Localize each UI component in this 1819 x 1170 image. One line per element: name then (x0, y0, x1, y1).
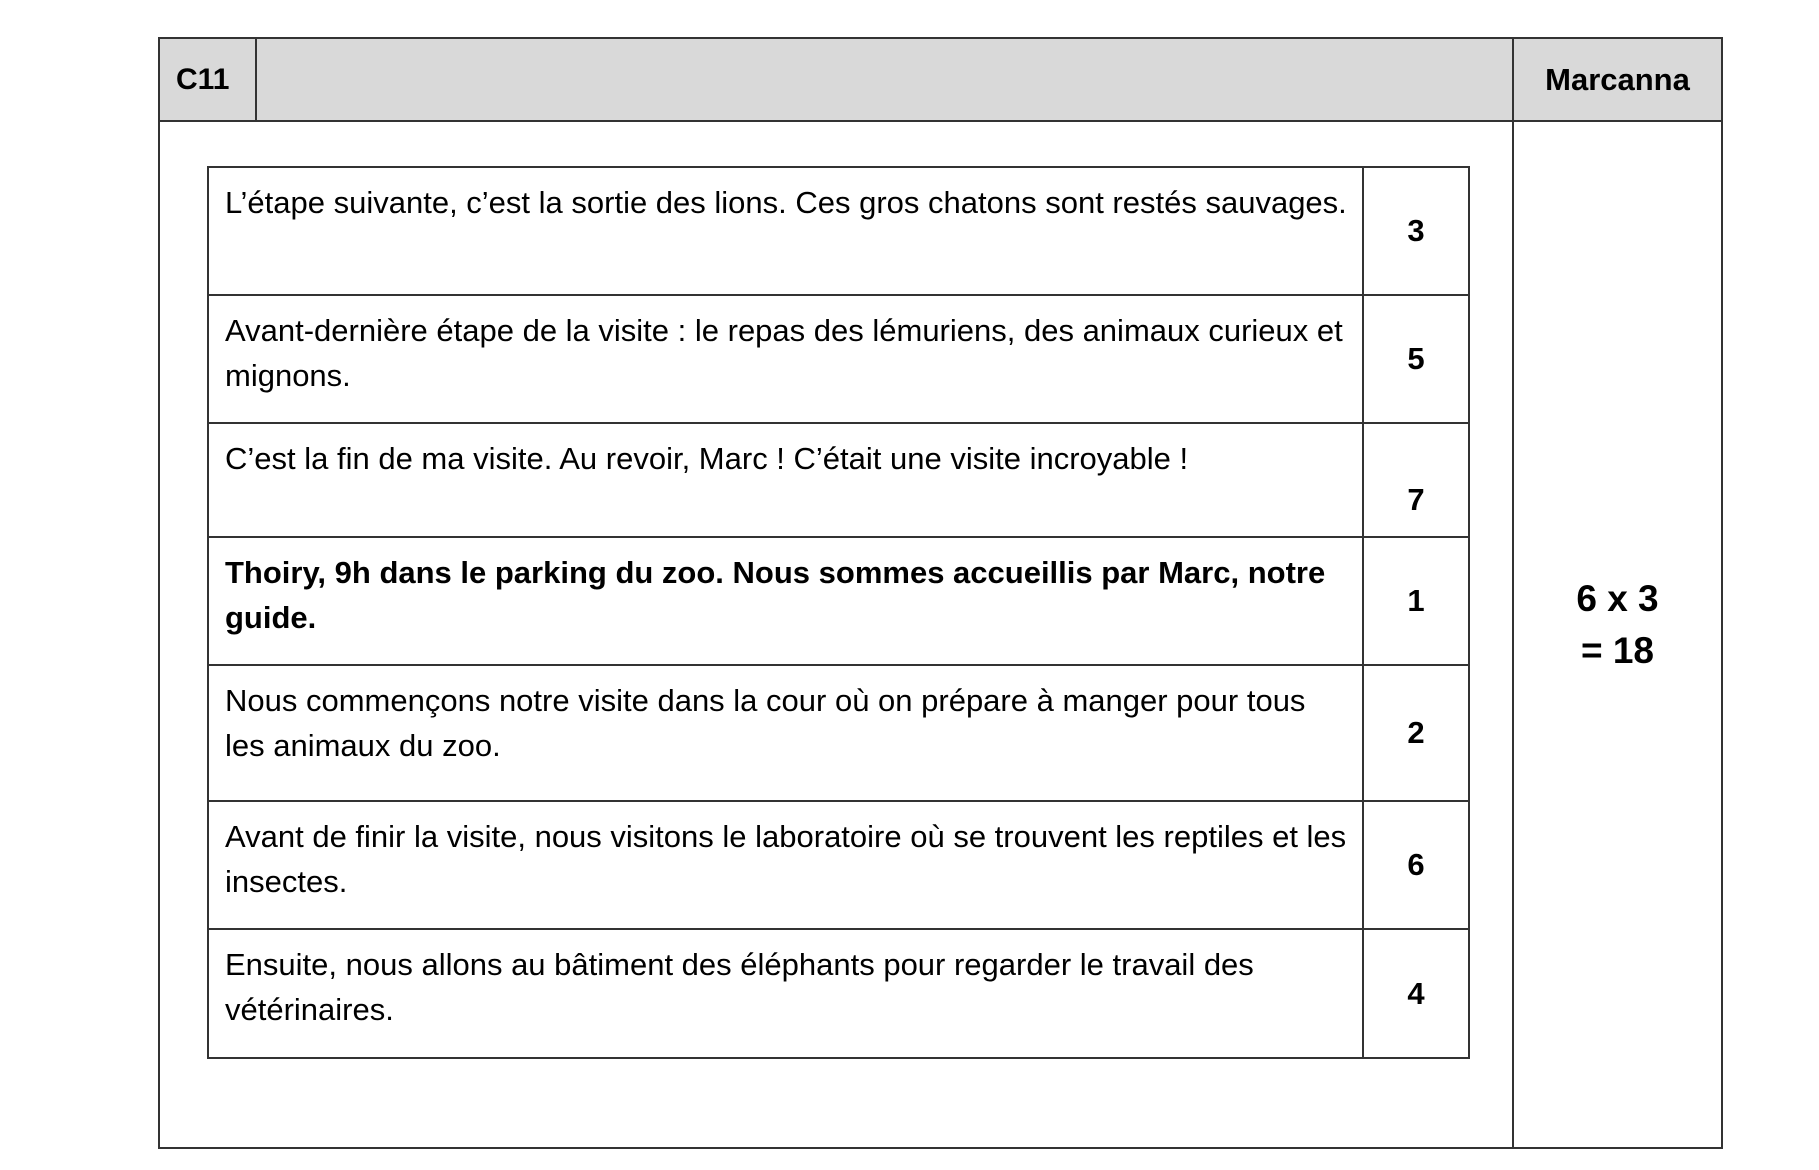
order-number-cell: 5 (1363, 295, 1469, 423)
order-number-cell: 4 (1363, 929, 1469, 1058)
sentence-cell: Avant-dernière étape de la visite : le repas des lémuriens, des animaux curieux et mignons. (208, 295, 1363, 423)
table-row (208, 801, 1469, 929)
order-number-cell: 1 (1363, 537, 1469, 665)
table-row (208, 537, 1469, 665)
table-row (208, 295, 1469, 423)
table-row (208, 167, 1469, 295)
order-number-cell: 7 (1363, 423, 1469, 537)
marking-sheet (158, 37, 1723, 1149)
order-number-cell: 3 (1363, 167, 1469, 295)
score-line-1: 6 x 3 (1576, 577, 1659, 619)
score-line-2: = 18 (1580, 629, 1655, 671)
answer-area (160, 122, 1514, 1147)
order-number-cell: 2 (1363, 665, 1469, 801)
score-value (1576, 573, 1658, 677)
sentence-cell: Ensuite, nous allons au bâtiment des éléphants pour regarder le travail des vétérinaires. (208, 929, 1363, 1058)
table-row (208, 929, 1469, 1058)
sentence-cell: Avant de finir la visite, nous visitons le laboratoire où se trouvent les reptiles et les insectes. (208, 801, 1363, 929)
marker-label: Marcanna (1545, 62, 1690, 97)
order-number-cell: 6 (1363, 801, 1469, 929)
score-area (1514, 122, 1721, 1147)
table-row (208, 665, 1469, 801)
header-blank-cell (257, 39, 1514, 120)
sequence-table (207, 166, 1470, 1059)
sentence-cell: Nous commençons notre visite dans la cour où on prépare à manger pour tous les animaux du zoo. (208, 665, 1363, 801)
question-code: C11 (160, 39, 257, 120)
sentence-cell: L’étape suivante, c’est la sortie des lions. Ces gros chatons sont restés sauvages. (208, 167, 1363, 295)
header-row (160, 39, 1721, 122)
sentence-cell: C’est la fin de ma visite. Au revoir, Marc ! C’était une visite incroyable ! (208, 423, 1363, 537)
table-row (208, 423, 1469, 537)
sentence-cell: Thoiry, 9h dans le parking du zoo. Nous sommes accueillis par Marc, notre guide. (208, 537, 1363, 665)
